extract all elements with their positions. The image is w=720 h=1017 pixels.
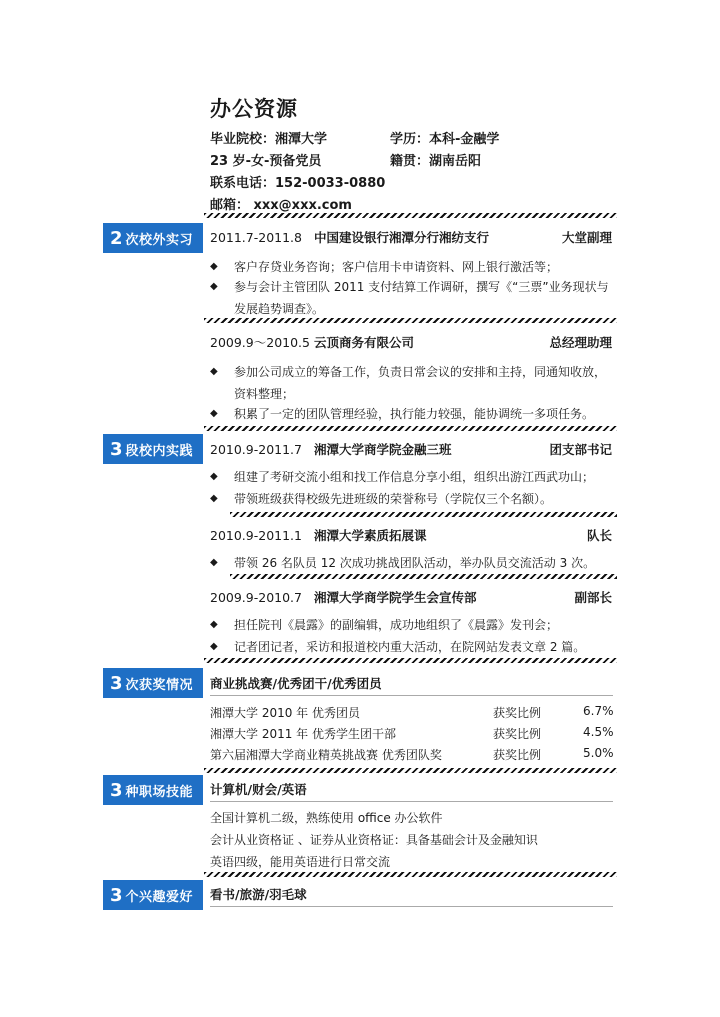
skill-item: 会计从业资格证 、证券从业资格证：具备基础会计及金融知识 (210, 833, 538, 847)
bullet-item (210, 636, 615, 658)
diamond-bullet-icon: ◆ (210, 493, 218, 504)
section-divider (204, 768, 617, 773)
award-row (210, 704, 613, 721)
bullet-item (210, 614, 615, 636)
bullet-item (210, 256, 615, 278)
section-tag-campus (103, 434, 203, 464)
experience-org: 湘潭大学商学院学生会宣传部 (314, 590, 477, 605)
experience-row (210, 440, 612, 458)
award-name: 湘潭大学 2011 年 优秀学生团干部 (210, 727, 396, 741)
experience-date: 2010.9-2011.1 (210, 527, 302, 543)
diamond-bullet-icon: ◆ (210, 366, 218, 377)
experience-role: 团支部书记 (549, 442, 612, 457)
bullet-text: 组建了考研交流小组和找工作信息分享小组，组织出游江西武功山； (234, 470, 595, 484)
hobbies-title: 看书/旅游/羽毛球 (210, 887, 307, 902)
email-info: 邮箱： xxx@xxx.com (210, 198, 352, 213)
section-divider (230, 574, 617, 579)
award-ratio-label: 获奖比例 (493, 727, 542, 741)
experience-org: 云顶商务有限公司 (314, 335, 415, 350)
experience-org: 中国建设银行湘潭分行湘纺支行 (314, 230, 490, 245)
skill-item: 全国计算机二级，熟练使用 office 办公软件 (210, 811, 443, 825)
phone-info: 联系电话：152-0033-0880 (210, 176, 386, 191)
hometown-info: 籍贯：湖南岳阳 (390, 154, 482, 169)
section-divider (204, 658, 617, 663)
tag-label: 种职场技能 (125, 784, 194, 800)
personal-info: 23 岁-女-预备党员 (210, 154, 322, 169)
diamond-bullet-icon: ◆ (210, 261, 218, 272)
thin-divider (210, 906, 613, 907)
experience-role: 大堂副理 (561, 230, 612, 245)
thin-divider (210, 801, 613, 802)
section-tag-internship (103, 223, 203, 253)
tag-label: 次获奖情况 (125, 677, 194, 693)
experience-date: 2009.9-2010.7 (210, 589, 302, 605)
bullet-text: 带领班级获得校级先进班级的荣誉称号（学院仅三个名额）。 (234, 492, 553, 506)
diamond-bullet-icon: ◆ (210, 619, 218, 630)
experience-date: 2010.9-2011.7 (210, 441, 302, 457)
tag-number: 3 (110, 672, 123, 694)
experience-org: 湘潭大学商学院金融三班 (314, 442, 452, 457)
tag-number: 3 (110, 884, 123, 906)
section-divider (204, 872, 617, 877)
award-percentage: 5.0% (583, 746, 614, 760)
education-info: 学历：本科-金融学 (390, 132, 500, 147)
experience-date: 2009.9～2010.5 (210, 335, 310, 350)
experience-role: 总经理助理 (549, 335, 612, 350)
bullet-text: 客户存贷业务咨询；客户信用卡申请资料、网上银行激活等； (234, 260, 559, 274)
bullet-item (210, 276, 615, 320)
diamond-bullet-icon: ◆ (210, 281, 218, 292)
bullet-text: 带领 26 名队员 12 次成功挑战团队活动，举办队员交流活动 3 次。 (234, 556, 596, 570)
section-divider (204, 213, 617, 218)
award-percentage: 4.5% (583, 725, 614, 739)
bullet-text: 积累了一定的团队管理经验，执行能力较强，能协调统一多项任务。 (234, 407, 595, 421)
bullet-text: 参加公司成立的筹备工作，负责日常会议的安排和主持，同通知收放，资料整理； (234, 365, 607, 401)
experience-row (210, 333, 612, 351)
experience-row (210, 526, 612, 544)
bullet-item (210, 466, 615, 488)
bullet-item (210, 552, 615, 574)
school-info: 毕业院校：湘潭大学 (210, 132, 328, 147)
experience-role: 副部长 (574, 590, 612, 605)
experience-date: 2011.7-2011.8 (210, 229, 302, 245)
bullet-text: 参与会计主管团队 2011 支付结算工作调研，撰写《“三票”业务现状与发展趋势调查》。 (234, 280, 609, 316)
award-ratio-label: 获奖比例 (493, 706, 542, 720)
diamond-bullet-icon: ◆ (210, 641, 218, 652)
bullet-text: 担任院刊《晨露》的副编辑，成功地组织了《晨露》发刊会； (234, 618, 559, 632)
award-row (210, 746, 613, 763)
section-tag-skills (103, 775, 203, 805)
bullet-item (210, 361, 615, 405)
award-name: 第六届湘潭大学商业精英挑战赛 优秀团队奖 (210, 748, 442, 762)
bullet-item (210, 403, 615, 425)
awards-title: 商业挑战赛/优秀团干/优秀团员 (210, 676, 382, 691)
experience-org: 湘潭大学素质拓展课 (314, 528, 427, 543)
award-row (210, 725, 613, 742)
tag-label: 个兴趣爱好 (125, 889, 194, 905)
skills-title: 计算机/财会/英语 (210, 782, 307, 797)
thin-divider (210, 695, 613, 696)
diamond-bullet-icon: ◆ (210, 408, 218, 419)
award-ratio-label: 获奖比例 (493, 748, 542, 762)
bullet-item (210, 488, 615, 510)
section-divider (204, 426, 617, 431)
experience-row (210, 228, 612, 246)
experience-row (210, 588, 612, 606)
diamond-bullet-icon: ◆ (210, 557, 218, 568)
award-percentage: 6.7% (583, 704, 614, 718)
skill-item: 英语四级，能用英语进行日常交流 (210, 855, 391, 869)
section-tag-awards (103, 668, 203, 698)
section-divider (230, 512, 617, 517)
award-name: 湘潭大学 2010 年 优秀团员 (210, 706, 360, 720)
tag-number: 3 (110, 438, 123, 460)
tag-number: 3 (110, 779, 123, 801)
experience-role: 队长 (586, 528, 612, 543)
section-tag-hobbies (103, 880, 203, 910)
diamond-bullet-icon: ◆ (210, 471, 218, 482)
tag-number: 2 (110, 227, 123, 249)
tag-label: 次校外实习 (125, 232, 194, 248)
bullet-text: 记者团记者，采访和报道校内重大活动，在院网站发表文章 2 篇。 (234, 640, 586, 654)
tag-label: 段校内实践 (125, 443, 194, 459)
section-divider (204, 318, 617, 323)
resume-name: 办公资源 (210, 97, 298, 121)
